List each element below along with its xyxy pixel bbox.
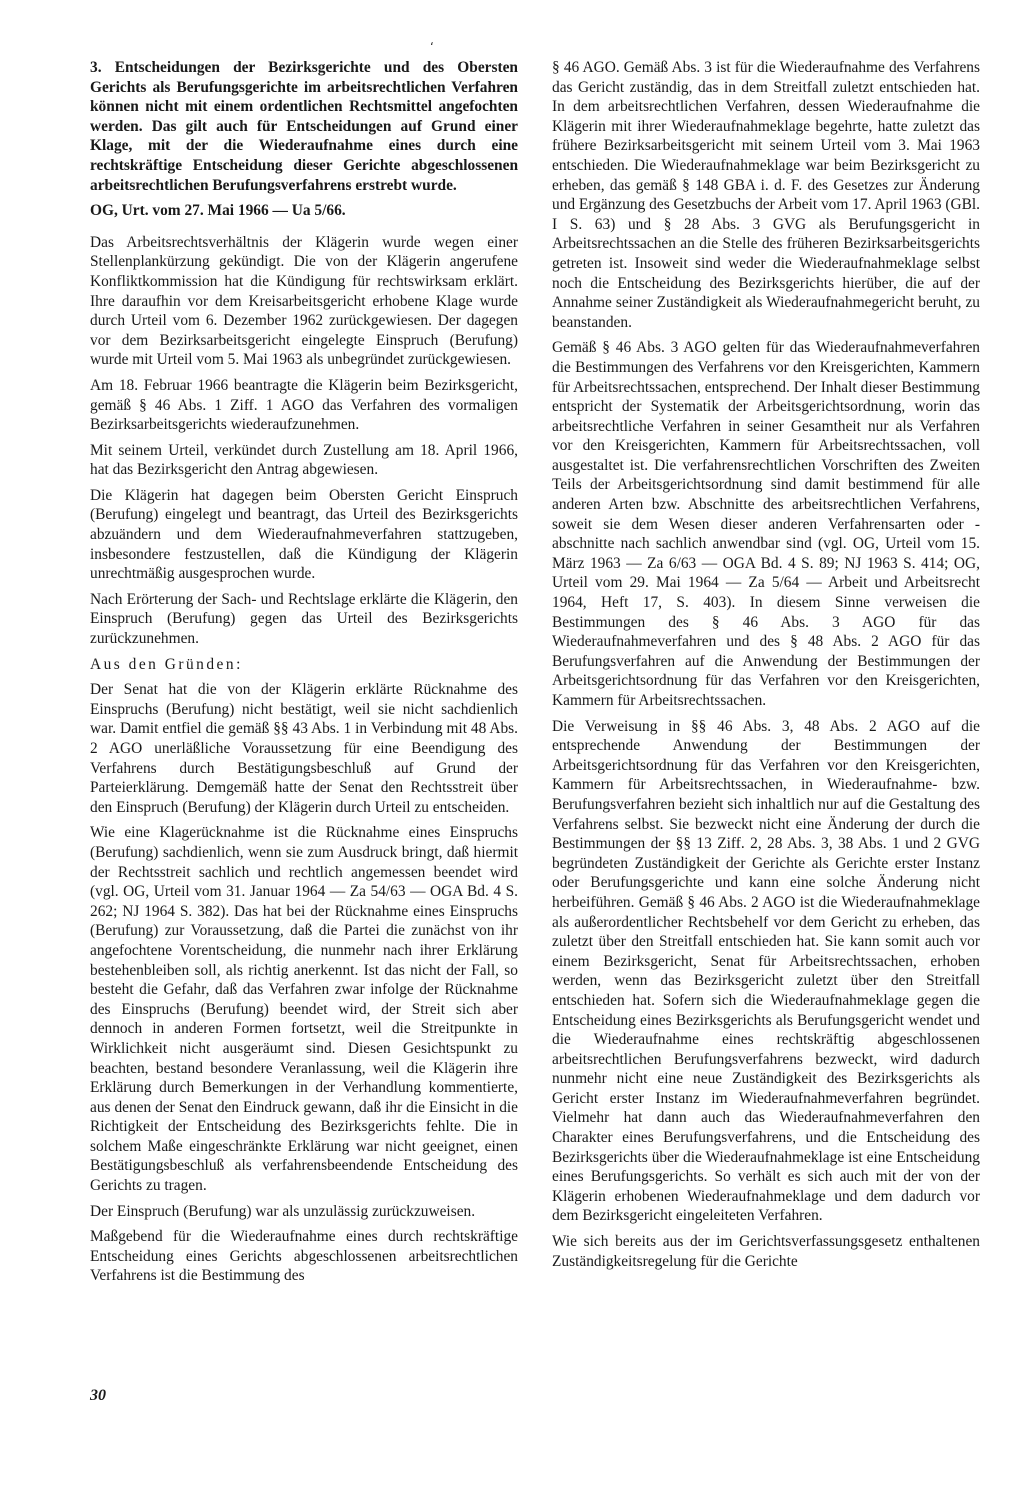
paragraph: Maßgebend für die Wiederaufnahme eines durch rechtskräftige Entscheidung eines Gerichts abgeschlossenen arbeitsrechtlichen Verfahrens ist die Bestimmung des	[90, 1228, 518, 1285]
paragraph: Gemäß § 46 Abs. 3 AGO gelten für das Wiederaufnahmeverfahren die Bestimmungen des Verfahrens vor den Kreisgerichten, Kammern für Arbeitsrechtssachen, entsprechend. Der Inhalt dieser Bestimmung entspricht der Systematik der Arbeitsgerichtsordnung, worin das arbeitsrechtliche Verfahren in seiner Gesamtheit nur als Verfahren vor den Kreisgerichten, Kammern für Arbeitsrechtssachen, voll ausgestaltet ist. Die verfahrensrechtlichen Vorschriften des Zweiten Teils der Arbeitsgerichtsordnung sind damit bestimmend für alle anderen Arten bzw. Abschnitte des arbeitsrechtlichen Verfahrens, soweit sie dem Wesen dieser anderen Verfahrensarten oder -abschnitte nach sachlich anwendbar sind (vgl. OG, Urteil vom 15. März 1963 — Za 6/63 — OGA Bd. 4 S. 89; NJ 1963 S. 414; OG, Urteil vom 29. Mai 1964 — Za 5/64 — Arbeit und Arbeitsrecht 1964, Heft 17, S. 403). In diesem Sinne verweisen die Bestimmungen des § 46 Abs. 3 AGO für das Wiederaufnahmeverfahren und des § 48 Abs. 2 AGO für das Berufungsverfahren auf die Anwendung der Bestimmungen der Arbeitsgerichtsordnung für das Verfahren vor den Kreisgerichten, Kammern für Arbeitsrechtssachen.	[552, 339, 980, 709]
paragraph: Nach Erörterung der Sach- und Rechtslage erklärte die Klägerin, den Einspruch (Berufung) gegen das Urteil des Bezirksgerichts zurückzunehmen.	[90, 590, 518, 648]
page-number: 30	[90, 1387, 106, 1404]
paragraph: Wie sich bereits aus der im Gerichtsverfassungsgesetz enthaltenen Zuständigkeitsregelung für die Gerichte	[552, 1233, 980, 1270]
paragraph: § 46 AGO. Gemäß Abs. 3 ist für die Wiederaufnahme des Verfahrens das Gericht zuständig, das in dem Streitfall zuletzt entschieden hat. In dem arbeitsrechtlichen Verfahren, dessen Wiederaufnahme die Klägerin mit ihrer Wiederaufnahmeklage begehrte, hatte zuletzt das frühere Bezirksarbeitsgericht mit seinem Urteil vom 3. Mai 1963 entschieden. Die Wiederaufnahmeklage war beim Bezirksgericht zu erheben, das gemäß § 148 GBA i. d. F. des Gesetzes zur Änderung und Ergänzung des Gesetzbuchs der Arbeit vom 17. April 1963 (GBl. I S. 63) und § 28 Abs. 3 GVG als Berufungsgericht in Arbeitsrechtssachen an die Stelle des früheren Bezirksarbeitsgerichts getreten ist. Insoweit sind weder die Wiederaufnahmeklage selbst noch die Entscheidung des Bezirksgerichts hierüber, die auf der Annahme seiner Zuständigkeit als Wiederaufnahmegericht beruht, zu beanstanden.	[552, 59, 981, 331]
paragraph: Am 18. Februar 1966 beantragte die Klägerin beim Bezirksgericht, gemäß § 46 Abs. 1 Ziff. 1 AGO das Verfahren des vormaligen Bezirksarbeitsgerichts wiederaufzunehmen.	[90, 376, 518, 434]
paragraph: Der Senat hat die von der Klägerin erklärte Rücknahme des Einspruchs (Berufung) nicht bestätigt, weil sie nicht sachdienlich war. Damit entfiel die gemäß §§ 43 Abs. 1 in Verbindung mit 48 Abs. 2 AGO unerläßliche Voraussetzung für eine Beendigung des Verfahrens durch Bestätigungsbeschluß auf Grund der Parteierklärung. Demgemäß hatte der Senat den Rechtsstreit über den Einspruch (Berufung) der Klägerin durch Urteil zu entscheiden.	[90, 681, 518, 816]
paragraph: Wie eine Klagerücknahme ist die Rücknahme eines Einspruchs (Berufung) sachdienlich, wenn sie zum Ausdruck bringt, daß hiermit der Rechtsstreit sachlich und rechtlich angemessen beendet wird (vgl. OG, Urteil vom 31. Januar 1964 — Za 54/63 — OGA Bd. 4 S. 262; NJ 1964 S. 382). Das hat bei der Rücknahme eines Einspruchs (Berufung) zur Voraussetzung, daß die Partei die zunächst von ihr angefochtene Vorentscheidung, die nunmehr nach ihrer Erklärung bestehenbleiben soll, als richtig anerkennt. Ist das nicht der Fall, so besteht die Gefahr, daß das Verfahren zwar infolge der Rücknahme des Einspruchs (Berufung) beendet wird, der Streit sich aber dennoch in anderen Formen fortsetzt, weil die Streitpunkte in Wirklichkeit nicht ausgeräumt sind. Diesen Gesichtspunkt zu beachten, bestand besondere Veranlassung, weil die Klägerin ihre Erklärung durch Bemerkungen in der Verhandlung kommentierte, aus denen der Senat den Eindruck gewann, daß ihr die Einsicht in die Richtigkeit der Entscheidung des Bezirksgerichts fehlte. Die in solchem Maße eingeschränkte Erklärung war nicht geeignet, einen Bestätigungsbeschluß als verfahrensbeendende Entscheidung des Gerichts zu tragen.	[90, 824, 518, 1195]
paragraph: Der Einspruch (Berufung) war als unzulässig zurückzuweisen.	[90, 1202, 476, 1220]
paragraph: Die Verweisung in §§ 46 Abs. 3, 48 Abs. 2 AGO auf die entsprechende Anwendung der Bestimmungen der Arbeitsgerichtsordnung für das Verfahren vor den Kreisgerichten, Kammern für Arbeitsrechtssachen, in Wiederaufnahme- bzw. Berufungsverfahren bezieht sich inhaltlich nur auf die Gestaltung des Verfahrens selbst. Sie bezweckt nicht eine Änderung der durch die Bestimmungen der §§ 13 Ziff. 2, 28 Abs. 3, 38 Abs. 1 und 2 GVG begründeten Zuständigkeit der Gerichte als Gerichte erster Instanz oder Berufungsgerichte und kann eine solche Änderung nicht herbeiführen. Gemäß § 46 Abs. 2 AGO ist die Wiederaufnahmeklage als außerordentlicher Rechtsbehelf vor dem Gericht zu erheben, das zuletzt über den Streitfall entschieden hat. Sie kann somit auch vor einem Bezirksgericht, Senat für Arbeitsrechtssachen, erhoben werden, wenn das Bezirksgericht zuletzt über den Streitfall entschieden hat. Sofern sich die Wiederaufnahmeklage gegen die Entscheidung eines Bezirksgerichts als Berufungsgericht wendet und die Wiederaufnahme eines rechtskräftig abgeschlossenen arbeitsrechtlichen Berufungsverfahrens bezweckt, wird dadurch nunmehr nicht eine neue Zuständigkeit des Bezirksgerichts als Gericht erster Instanz im Wiederaufnahmeverfahren begründet. Vielmehr hat dann auch das Wiederaufnahmeverfahren den Charakter eines Berufungsverfahrens, und die Entscheidung des Bezirksgerichts über die Wiederaufnahmeklage ist eine Entscheidung eines Berufungsgerichts. So verhält es sich auch mit der von der Klägerin erhobenen Wiederaufnahmeklage und dem dadurch vor dem Bezirksgericht eingeleiteten Verfahren.	[552, 717, 980, 1225]
paragraph: Mit seinem Urteil, verkündet durch Zustellung am 18. April 1966, hat das Bezirksgericht den Antrag abgewiesen.	[90, 441, 518, 479]
paragraph: Das Arbeitsrechtsverhältnis der Klägerin wurde wegen einer Stellenplankürzung gekündigt. Die von der Klägerin angerufene Konfliktkommission hat die Kündigung für rechtswirksam erklärt. Ihre daraufhin vor dem Kreisarbeitsgericht erhobene Klage wurde durch Urteil vom 6. Dezember 1962 zurückgewiesen. Der dagegen vor dem Bezirksarbeitsgericht eingelegte Einspruch (Berufung) wurde mit Urteil vom 5. Mai 1963 als unbegründet zurückgewiesen.	[90, 233, 518, 369]
headnote: 3. Entscheidungen der Bezirksgerichte und des Obersten Gerichts als Berufungsgerichte im arbeitsrechtlichen Verfahren können nicht mit einem ordentlichen Rechtsmittel angefochten werden. Das gilt auch für Entscheidungen auf Grund einer Klage, mit der die Wiederaufnahme eines durch eine rechtskräftige Entscheidung dieser Gerichte abgeschlossenen arbeitsrechtlichen Berufungsverfahrens erstrebt wurde.	[90, 59, 518, 194]
left-column	[90, 58, 518, 1292]
section-heading: Aus den Gründen:	[90, 655, 243, 673]
right-column	[552, 58, 980, 1277]
top-margin-mark: ‘	[430, 40, 434, 54]
citation: OG, Urt. vom 27. Mai 1966 — Ua 5/66.	[90, 202, 346, 220]
paragraph: Die Klägerin hat dagegen beim Obersten Gericht Einspruch (Berufung) eingelegt und beantragt, das Urteil des Bezirksgerichts abzuändern und dem Wiederaufnahmeverfahren stattzugeben, insbesondere festzustellen, daß die Kündigung der Klägerin unrechtmäßig ausgesprochen wurde.	[90, 486, 518, 583]
